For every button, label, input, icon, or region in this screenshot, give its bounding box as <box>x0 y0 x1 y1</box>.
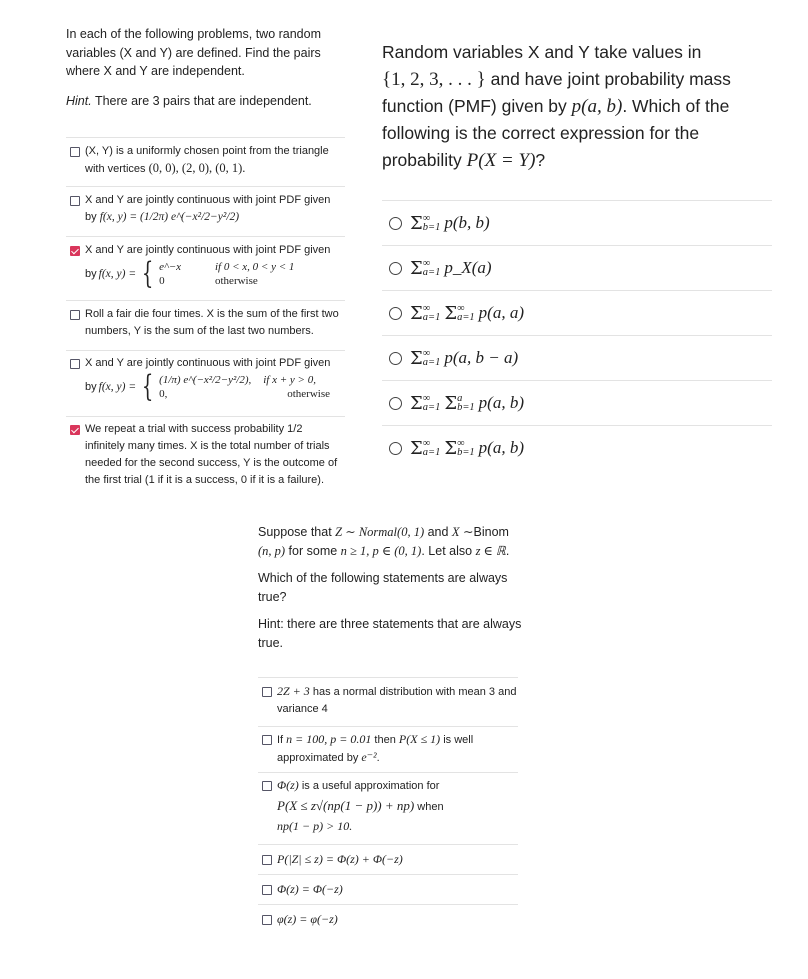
q2-math: Z ∼ Normal(0, 1) <box>335 525 425 539</box>
sum-upper: ∞ <box>422 213 431 224</box>
sum-icon: Σ <box>410 302 423 324</box>
checkbox[interactable] <box>262 915 272 925</box>
q2-option-6[interactable] <box>258 904 518 939</box>
q1-option-5[interactable] <box>382 380 772 425</box>
q2-option-math: Φ(z) = Φ(−z) <box>277 882 343 896</box>
checkbox[interactable] <box>70 359 80 369</box>
sum-icon: Σ <box>410 347 423 369</box>
q2-option-math: e⁻² <box>361 750 377 764</box>
q1-option-2[interactable] <box>382 245 772 290</box>
case-value: 0, <box>159 388 168 400</box>
option-line: X and Y are jointly continuous with joint PDF given <box>85 244 331 256</box>
option-line: Roll a fair die four times. X is the sum of the first two <box>85 308 339 320</box>
checkbox[interactable] <box>70 196 80 206</box>
q1-line: ? <box>535 150 546 170</box>
option-line: the first trial (1 if it is a success, 0 if it is a failure). <box>85 474 325 486</box>
sum-lower: a=1 <box>422 402 441 413</box>
sum-lower: a=1 <box>422 312 441 323</box>
q1-line: . Which of the <box>622 96 730 116</box>
q2-math: z ∈ ℝ <box>475 543 506 558</box>
sum-icon: Σ <box>410 437 423 459</box>
sum-icon: Σ <box>444 392 458 414</box>
option-line: by <box>85 380 97 393</box>
q2-option-math: np(1 − p) > 10. <box>277 819 353 833</box>
q2-option-text: If <box>277 734 287 746</box>
left-question-intro <box>66 25 351 110</box>
sum-upper: ∞ <box>422 348 431 359</box>
checkbox[interactable] <box>262 885 272 895</box>
checkbox[interactable] <box>70 147 80 157</box>
q2-option-text: when <box>414 801 444 813</box>
sum-upper: ∞ <box>457 303 465 314</box>
left-option-gaussian[interactable] <box>66 186 345 240</box>
q2-text: for some <box>285 543 341 558</box>
sum-lower: b=1 <box>422 222 441 233</box>
checkbox[interactable] <box>262 855 272 865</box>
q2-text: . Let also <box>421 543 476 558</box>
sum-upper: ∞ <box>457 438 465 449</box>
sum-upper: ∞ <box>422 258 431 269</box>
q2-math: (n, p) <box>258 543 286 558</box>
q2-option-text: then <box>371 734 399 746</box>
q1-math-prob: P(X = Y) <box>466 150 536 171</box>
q1-question <box>382 39 767 174</box>
left-option-trials[interactable] <box>66 416 345 497</box>
checkbox-checked[interactable] <box>70 425 80 435</box>
left-option-triangle[interactable] <box>66 137 345 191</box>
sum-upper: ∞ <box>422 303 431 314</box>
q2-option-math: P(X ≤ z√(np(1 − p)) + np) <box>277 798 415 813</box>
option-math: f(x, y) = <box>98 267 137 280</box>
option-line: (X, Y) is a uniformly chosen point from the triangle <box>85 145 329 157</box>
option-math: f(x, y) = (1/2π) e^(−x²/2−y²/2) <box>99 211 240 223</box>
sum-lower: b=1 <box>457 402 475 413</box>
q1-line: probability <box>382 150 467 170</box>
q2-text: . <box>505 543 510 558</box>
checkbox-checked[interactable] <box>70 246 80 256</box>
sum-lower: a=1 <box>422 267 441 278</box>
radio-button[interactable] <box>389 262 402 275</box>
q2-option-text: has a normal distribution with mean 3 and <box>309 686 517 698</box>
option-line: by <box>85 211 100 223</box>
left-hint-text: There are 3 pairs that are independent. <box>91 93 312 108</box>
q1-line: Random variables X and Y take values in <box>382 42 702 62</box>
left-hint-label: Hint. <box>66 93 92 108</box>
option-line: numbers, Y is the sum of the last two numbers. <box>85 325 314 337</box>
checkbox[interactable] <box>262 687 272 697</box>
q1-option-4[interactable] <box>382 335 772 380</box>
option-line: by <box>85 267 97 280</box>
sum-lower: b=1 <box>457 447 475 458</box>
option-line: needed for the second success, Y is the outcome of <box>85 457 338 469</box>
q2-option-text: approximated by <box>277 752 362 764</box>
q2-option-math: Φ(z) <box>277 778 299 792</box>
q2-math: n ≥ 1, p ∈ (0, 1) <box>340 543 422 558</box>
radio-button[interactable] <box>389 442 402 455</box>
q2-text: Suppose that <box>258 525 336 539</box>
q1-line: function (PMF) given by <box>382 96 572 116</box>
piecewise-cases: { e^−x if 0 < x, 0 < y < 1 0 otherwise <box>141 256 295 291</box>
q2-text: ∼Binom <box>459 525 509 539</box>
option-line: with vertices <box>85 163 149 175</box>
q1-option-expr: p_X(a) <box>444 258 492 277</box>
case-condition: otherwise <box>287 388 330 400</box>
option-line: X and Y are jointly continuous with joint PDF given <box>85 194 331 206</box>
option-line: We repeat a trial with success probability 1/2 <box>85 423 303 435</box>
radio-button[interactable] <box>389 307 402 320</box>
q2-question <box>258 523 538 661</box>
q1-option-3[interactable] <box>382 290 772 335</box>
q2-option-math: φ(z) = φ(−z) <box>277 912 338 926</box>
q1-option-1[interactable] <box>382 200 772 245</box>
option-math: f(x, y) = <box>98 380 137 393</box>
q2-option-math: n = 100, p = 0.01 <box>286 732 372 746</box>
q2-option-1[interactable] <box>258 677 518 731</box>
sum-lower: a=1 <box>422 447 441 458</box>
option-line: X and Y are jointly continuous with joint PDF given <box>85 357 331 369</box>
case-value: 0 <box>159 275 165 287</box>
checkbox[interactable] <box>70 310 80 320</box>
q2-math: X <box>451 525 460 539</box>
case-condition: otherwise <box>215 275 258 287</box>
left-option-half-plane[interactable] <box>66 350 345 419</box>
q1-math-set: {1, 2, 3, . . . } <box>382 69 486 90</box>
sum-lower: a=1 <box>422 357 441 368</box>
sum-icon: Σ <box>444 437 458 459</box>
q1-math-pmf: p(a, b) <box>571 96 623 117</box>
sum-upper: a <box>457 393 463 404</box>
q1-option-6[interactable] <box>382 425 772 470</box>
sum-icon: Σ <box>410 392 423 414</box>
q2-option-text: is well <box>440 734 474 746</box>
sum-icon: Σ <box>410 257 423 279</box>
option-line: infinitely many times. X is the total number of trials <box>85 440 330 452</box>
case-condition: if x + y > 0, <box>263 374 316 386</box>
sum-upper: ∞ <box>422 393 431 404</box>
q1-line: and have joint probability mass <box>485 69 731 89</box>
q2-option-3[interactable] <box>258 772 518 845</box>
q2-option-math: P(X ≤ 1) <box>398 732 441 746</box>
sum-icon: Σ <box>410 212 423 234</box>
q1-option-expr: p(b, b) <box>444 213 490 232</box>
q2-prompt: Which of the following statements are always true? <box>258 571 508 604</box>
q2-option-2[interactable] <box>258 726 518 775</box>
case-value: (1/π) e^(−x²/2−y²/2), <box>159 374 252 386</box>
sum-icon: Σ <box>444 302 458 324</box>
q2-text: and <box>424 525 452 539</box>
piecewise-cases: { (1/π) e^(−x²/2−y²/2), if x + y > 0, 0, otherwise <box>141 369 330 404</box>
q1-option-expr: p(a, b − a) <box>444 348 519 367</box>
q2-option-text: . <box>376 752 380 764</box>
checkbox[interactable] <box>262 781 272 791</box>
left-option-die[interactable] <box>66 300 345 354</box>
q2-option-math: P(|Z| ≤ z) = Φ(z) + Φ(−z) <box>277 852 403 866</box>
q1-option-expr: p(a, b) <box>478 438 524 457</box>
case-condition: if 0 < x, 0 < y < 1 <box>215 261 295 273</box>
option-math: (0, 0), (2, 0), (0, 1). <box>148 161 246 175</box>
left-hint <box>66 92 351 111</box>
q1-line: following is the correct expression for the <box>382 123 700 143</box>
sum-lower: a=1 <box>457 312 475 323</box>
left-question-text: In each of the following problems, two random variables (X and Y) are defined. Find the pairs where X and Y are independent. <box>66 27 321 78</box>
checkbox[interactable] <box>262 735 272 745</box>
q1-option-expr: p(a, a) <box>478 303 524 322</box>
q2-option-text: variance 4 <box>277 703 328 715</box>
q2-option-text: is a useful approximation for <box>298 780 440 792</box>
radio-button[interactable] <box>389 352 402 365</box>
q1-option-expr: p(a, b) <box>478 393 524 412</box>
radio-button[interactable] <box>389 217 402 230</box>
sum-upper: ∞ <box>422 438 431 449</box>
q2-option-math: 2Z + 3 <box>277 684 310 698</box>
case-value: e^−x <box>159 261 181 273</box>
q2-hint: Hint: there are three statements that are always true. <box>258 617 522 650</box>
radio-button[interactable] <box>389 397 402 410</box>
left-option-exponential[interactable] <box>66 236 345 304</box>
